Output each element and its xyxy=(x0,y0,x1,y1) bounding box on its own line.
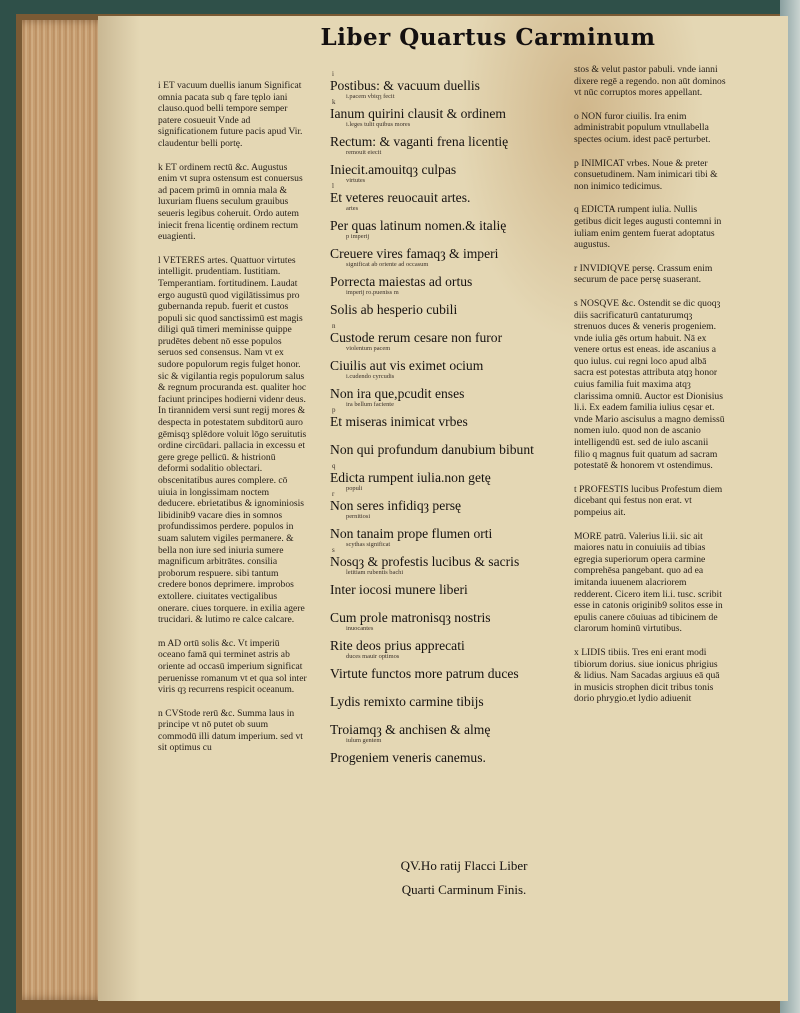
verse-line xyxy=(330,690,570,718)
interlinear-gloss: populi xyxy=(346,485,363,492)
interlinear-gloss: iulum gentem xyxy=(346,737,382,744)
commentary-paragraph: p INIMICAT vrbes. Noue & preter consuetudinem. Nam inimicari tibi & non inimico tedicimus. xyxy=(574,157,718,192)
verse-line xyxy=(330,746,570,774)
right-commentary-column xyxy=(574,64,726,717)
verse-line xyxy=(330,634,570,662)
verse-reference-letter: k xyxy=(332,98,336,106)
verse-text: Ianum quirini clausit & ordinem xyxy=(330,106,506,121)
verse-text: Et veteres reuocauit artes. xyxy=(330,190,471,205)
interlinear-gloss: remouit eiecit xyxy=(346,149,382,156)
interlinear-gloss: imperij ro.pueniss m xyxy=(346,289,399,296)
interlinear-gloss: pernitiosi xyxy=(346,513,371,520)
verse-text: Virtute functos more patrum duces xyxy=(330,666,519,681)
verse-text: Non qui profundum danubium bibunt xyxy=(330,442,534,457)
verse-line xyxy=(330,354,570,382)
interlinear-gloss: ira bellum faciente xyxy=(346,401,394,408)
verse-reference-letter: i xyxy=(332,70,334,78)
interlinear-gloss: violentum pacem xyxy=(346,345,391,352)
verse-reference-letter: n xyxy=(332,322,336,330)
commentary-paragraph: i ET vacuum duellis ianum Significat omnia pacata sub q fare tęplo iani clauso.quod belli tempore semper patere cosueuit Vnde ad significationem future pacis apud Vir. claudentur belli portę. xyxy=(158,80,303,149)
interlinear-gloss: i.pacem vbiqȝ fecit xyxy=(346,93,395,100)
interlinear-gloss: i.cudendo cyrcudis xyxy=(346,373,395,380)
commentary-paragraph: l VETERES artes. Quattuor virtutes intelligit. prudentiam. Iustitiam. Temperantiam. fortitudinem. Laudat ergo augustū quod vigilātissimus pro gubernanda repub. fuerit et custos populi sic quod sanctissimū est magis diligi quā timeri meminisse quippe prudētes debent nō esse populos seruos sed consensus. Nam vt ex sudore populorum regis fulget honor. sic & vigilantia regis populorum salus & regnum procuranda est. qualiter hoc faciunt principes hodierni videnr deus. In tirannidem versi sunt regij mores & despecta in potestatem subditorū auro gēmisqȝ splēdore voluit lōgo seruitutis ordine circūdari. pallacia in excessu et gere grege pellicū. & histrionū deformi sodalitio oblectari. obscenitatibus aures complere. cō uiuia in longissimam noctem deducere. ebrietatibus & ignominiosis libidinib9 vacare dies in somnos profundissimos perdere. populos in suam salutem vigiles permanere. & bella non iure sed iniuria sumere magnificum arbitrātes. consilia proborum respuere. sibi tantum credere bonos deprimere. improbos extollere. ciuitates vectigalibus onerare. ciues torquere. in exilia agere trucidari. & lutimo re calce calcare. xyxy=(158,254,307,626)
interlinear-gloss: artes xyxy=(346,205,359,212)
verse-text: Rite deos prius apprecati xyxy=(330,638,465,653)
verse-line xyxy=(330,662,570,690)
commentary-paragraph: s NOSQVE &c. Ostendit se dic quoqȝ diis sacrificaturū cantaturumqȝ strenuos duces & veneris progeniem. vnde iulia gēs ortum habuit. Nā ex venere ortus est eneas. ide ascanius a quo iulus. cui regni loco apud albā sacra est potestas attributa atqȝ honor cuius familia fuit maxima atqȝ clarissima omniū. Auctor est Dionisius li.i. Ex eadem familia iulius cęsar et. vnde Mario ascisulus a magno demissū nomen iulo. quod non de ascanio intelligendū est. sed de iulo ascanii filio q magnus fuit quatum ad sacram potestatē & honorem vt ostendimus. xyxy=(574,297,725,472)
commentary-paragraph: n CVStode rerū &c. Summa laus in principe vt nō putet ob suum commodū illi datum imperium. sed vt sit optimus cu xyxy=(158,707,303,754)
verse-line xyxy=(330,546,570,578)
commentary-paragraph: m AD ortū solis &c. Vt imperiū oceano famā qui terminet astris ab oriente ad occasū imperium significat peruenisse romanum vt et qua sol inter viris qȝ recurrens respicit oceanum. xyxy=(158,637,307,696)
verse-line xyxy=(330,98,570,130)
verse-line xyxy=(330,578,570,606)
verse-reference-letter: p xyxy=(332,406,336,414)
commentary-paragraph: stos & velut pastor pabuli. vnde ianni dixere regē a regendo. non aūt dominos vt nūc corruptos mores appellant. xyxy=(574,64,726,99)
interlinear-gloss: scythas significat xyxy=(346,541,391,548)
commentary-paragraph: o NON furor ciuilis. Ira enim administrabit populum vtnullabella spectes ocium. idest pacē perturbet. xyxy=(574,110,711,145)
verse-line xyxy=(330,490,570,522)
verse-line xyxy=(330,214,570,242)
commentary-paragraph: k ET ordinem rectū &c. Augustus enim vt supra ostensum est conuersus ad pacem primū in omnia mala & luxuriam fluens seculum grauibus seueris legibus coheruit. Ordo autem iniecit frena licentię ordinem rectum euagienti. xyxy=(158,161,303,243)
commentary-paragraph: q EDICTA rumpent iulia. Nullis getibus dicit leges augusti contemni in iuliam enim gentem fuerat adoptatus augustus. xyxy=(574,204,722,251)
verse-reference-letter: l xyxy=(332,182,334,190)
interlinear-gloss: virtutes xyxy=(346,177,366,184)
verse-text: Cum prole matronisqȝ nostris xyxy=(330,610,491,625)
interlinear-gloss: p imperij xyxy=(346,233,370,240)
verse-text: Edicta rumpent iulia.non getę xyxy=(330,470,491,485)
poem-text-column xyxy=(330,70,570,774)
verse-line xyxy=(330,718,570,746)
verse-line xyxy=(330,270,570,298)
verse-line xyxy=(330,70,570,102)
verse-line xyxy=(330,462,570,494)
verse-text: Progeniem veneris canemus. xyxy=(330,750,486,765)
verse-line xyxy=(330,242,570,270)
verse-text: Non ira que,pcudit enses xyxy=(330,386,465,401)
commentary-paragraph: MORE patrū. Valerius li.ii. sic ait maiores natu in conuiuiis ad tibias egregia superiorum opera carmine comprehēsa pangebant. quo ad ea imitanda iuuenem alacriorem redderent. Cicero item li.i. tusc. scribit esse in catonis originib9 solitos esse in epulis canere cōuiuas ad tibicinem de clarorum hominū virtutibus. xyxy=(574,530,723,635)
verse-line xyxy=(330,438,570,466)
verse-reference-letter: s xyxy=(332,546,335,554)
running-title: Liber Quartus Carminum xyxy=(320,24,656,51)
interlinear-gloss: duces mauir optimos xyxy=(346,653,400,660)
colophon-line-2: Quarti Carminum Finis. xyxy=(401,882,527,897)
verse-text: Non tanaim prope flumen orti xyxy=(330,526,493,541)
verse-text: Creuere vires famaqȝ & imperi xyxy=(330,246,499,261)
verse-text: Rectum: & vaganti frena licentię xyxy=(330,134,509,149)
page-edges xyxy=(22,20,110,1000)
verse-text: Solis ab hesperio cubili xyxy=(330,302,458,317)
book-page xyxy=(98,16,788,1001)
verse-line xyxy=(330,182,570,214)
verse-line xyxy=(330,130,570,158)
verse-line xyxy=(330,382,570,410)
verse-line xyxy=(330,522,570,550)
verse-text: Custode rerum cesare non furor xyxy=(330,330,503,345)
verse-text: Inter iocosi munere liberi xyxy=(330,582,468,597)
colophon-line-1: QV.Ho ratij Flacci Liber xyxy=(400,858,528,873)
verse-reference-letter: q xyxy=(332,462,336,470)
interlinear-gloss: i.leges tulit quibus mores xyxy=(346,121,411,128)
verse-line xyxy=(330,298,570,326)
verse-line xyxy=(330,406,570,438)
commentary-paragraph: t PROFESTIS lucibus Profestum diem dicebant qui festus non erat. vt pompeius ait. xyxy=(574,483,723,518)
interlinear-gloss: inuocantes xyxy=(346,625,374,632)
verse-text: Ciuilis aut vis eximet ocium xyxy=(330,358,484,373)
verse-text: Postibus: & vacuum duellis xyxy=(330,78,480,93)
verse-reference-letter: r xyxy=(332,490,335,498)
commentary-paragraph: x LIDIS tibiis. Tres eni erant modi tibiorum dorius. siue ionicus phrigius & lidius. Nam Sacadas argiuus eā quā in musicis strophen dicit tribus tonis dorio phrygio.et lydio adiuenit xyxy=(574,646,720,705)
verse-text: Porrecta maiestas ad ortus xyxy=(330,274,473,289)
verse-text: Lydis remixto carmine tibijs xyxy=(330,694,484,709)
left-commentary-column xyxy=(158,80,308,766)
verse-text: Per quas latinum nomen.& italię xyxy=(330,218,507,233)
interlinear-gloss: letitiam rubentis bachi xyxy=(346,569,404,576)
verse-text: Et miseras inimicat vrbes xyxy=(330,414,468,429)
verse-text: Nosqȝ & profestis lucibus & sacris xyxy=(330,554,520,569)
verse-line xyxy=(330,158,570,186)
commentary-paragraph: r INVIDIQVE persę. Crassum enim securum de pace persę suaserant. xyxy=(574,262,713,286)
verse-text: Iniecit.amouitqȝ culpas xyxy=(330,162,457,177)
verse-line xyxy=(330,322,570,354)
verse-line xyxy=(330,606,570,634)
verse-text: Troiamqȝ & anchisen & almę xyxy=(330,722,491,737)
interlinear-gloss: significat ab oriente ad occasum xyxy=(346,261,429,268)
verse-text: Non seres infidiqȝ persę xyxy=(330,498,462,513)
